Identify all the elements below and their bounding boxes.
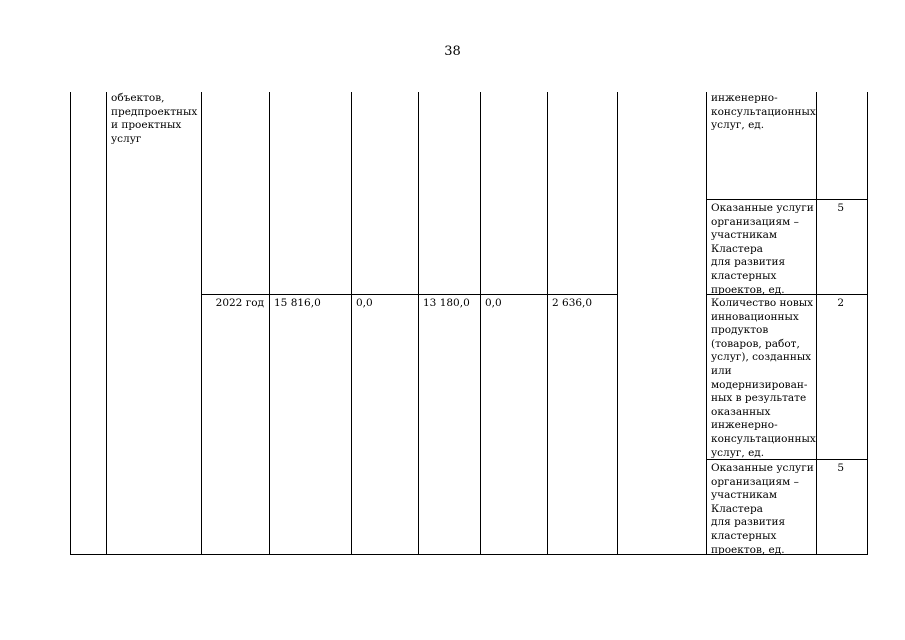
page-number: 38 <box>444 44 461 59</box>
indicator-cell: инженерно- консультационных услуг, ед. <box>711 92 816 132</box>
col-divider <box>106 92 107 555</box>
col-divider <box>480 92 481 555</box>
row-divider <box>201 294 617 295</box>
indicator-value: 5 <box>837 462 844 474</box>
table-border-right <box>867 92 868 555</box>
activity-description: объектов, предпроектных и проектных услуг <box>111 92 198 145</box>
regional-cell: 13 180,0 <box>423 297 470 309</box>
col-divider <box>351 92 352 555</box>
table-border-left <box>70 92 71 555</box>
col-divider <box>201 92 202 555</box>
indicator-value: 2 <box>837 297 844 309</box>
col-divider <box>617 92 618 555</box>
col-divider <box>706 92 707 555</box>
row-divider <box>706 199 868 200</box>
federal-cell: 0,0 <box>356 297 373 309</box>
year-cell: 2022 год <box>215 297 264 309</box>
extra-budget-cell: 2 636,0 <box>552 297 593 309</box>
col-divider <box>269 92 270 555</box>
indicator-value: 5 <box>837 202 844 214</box>
indicator-cell: Оказанные услуги организациям – участникам Кластера для развития кластерных проектов, ед. <box>711 462 814 556</box>
municipal-cell: 0,0 <box>485 297 502 309</box>
col-divider <box>547 92 548 555</box>
indicator-cell: Оказанные услуги организациям – участникам Кластера для развития кластерных проектов, ед. <box>711 202 814 296</box>
total-cell: 15 816,0 <box>274 297 321 309</box>
col-divider <box>418 92 419 555</box>
indicator-cell: Количество новых инновационных продуктов (товаров, работ, услуг), созданных или модернизирован- ных в результате оказанных инженерно- консультационных услуг, ед. <box>711 297 816 459</box>
col-divider <box>816 92 817 555</box>
